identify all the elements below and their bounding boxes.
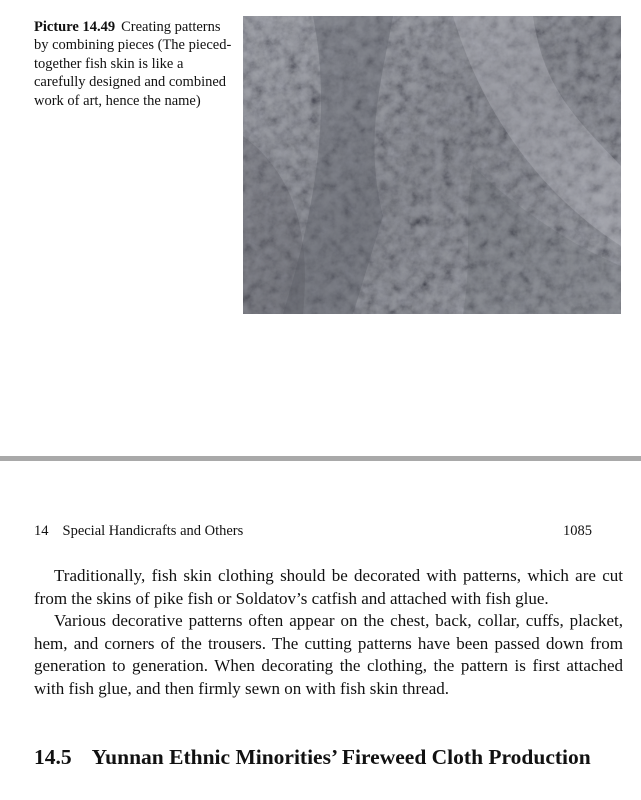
page-number: 1085 <box>563 523 592 539</box>
chapter-title: Special Handicrafts and Others <box>62 523 244 539</box>
figure-caption <box>34 18 234 110</box>
page-divider <box>0 456 641 461</box>
paragraph: Traditionally, fish skin clothing should be decorated with patterns, which are cut from the skins of pike fish or Soldatov’s catfish and attached with fish glue. <box>34 566 623 608</box>
section-heading <box>34 745 634 770</box>
paragraph: Various decorative patterns often appear on the chest, back, collar, cuffs, placket, hem, and corners of the trousers. The cutting patterns have been passed down from generation to generation. When decorating the clothing, the pattern is first attached with fish glue, and then firmly sewn on with fish skin thread. <box>34 611 623 698</box>
section-number: 14.5 <box>34 745 72 769</box>
fish-skin-photo <box>243 16 621 314</box>
figure-caption-text: Creating patterns by combining pieces (The pieced-together fish skin is like a carefully designed and combined work of art, hence the name) <box>34 19 232 109</box>
figure-label: Picture 14.49 <box>34 19 116 35</box>
section-title: Yunnan Ethnic Minorities’ Fireweed Cloth Production <box>91 745 591 769</box>
chapter-number: 14 <box>34 523 49 539</box>
running-head <box>34 523 592 540</box>
body-text <box>34 565 623 701</box>
